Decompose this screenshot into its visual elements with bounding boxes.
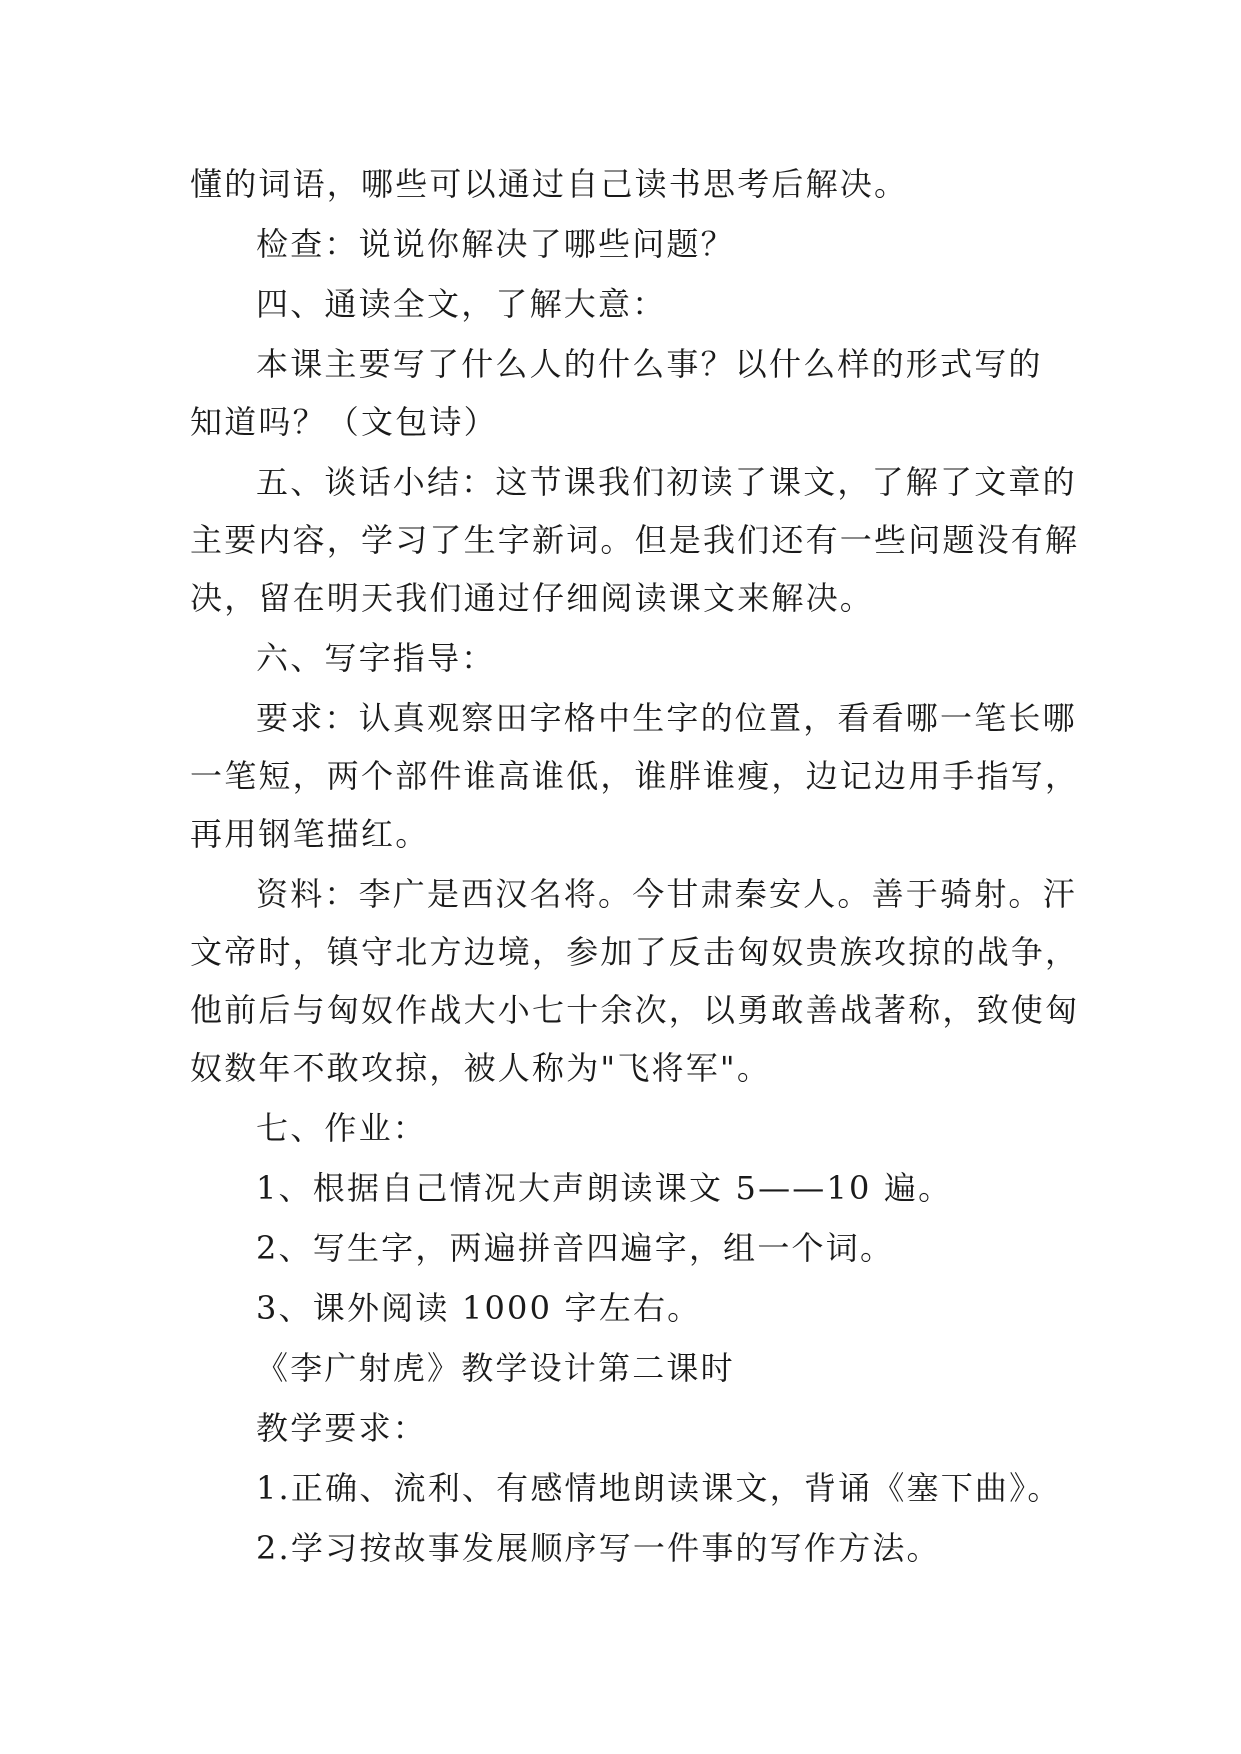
section-heading: 六、写字指导： xyxy=(256,639,496,677)
text-line: 主要内容，学习了生字新词。但是我们还有一些问题没有解 xyxy=(190,521,1080,559)
list-item: 3、课外阅读 1000 字左右。 xyxy=(256,1289,702,1327)
text-line: 资料：李广是西汉名将。今甘肃秦安人。善于骑射。汗 xyxy=(256,875,1077,913)
text-line: 文帝时，镇守北方边境，参加了反击匈奴贵族攻掠的战争， xyxy=(190,933,1080,971)
list-item: 1、根据自己情况大声朗读课文 5——10 遍。 xyxy=(256,1169,953,1207)
text-line: 知道吗？（文包诗） xyxy=(190,403,498,441)
text-line: 本课主要写了什么人的什么事？以什么样的形式写的 xyxy=(256,345,1043,383)
text-line: 再用钢笔描红。 xyxy=(190,815,430,853)
text-line: 他前后与匈奴作战大小七十余次，以勇敢善战著称，致使匈 xyxy=(190,991,1080,1029)
text-line: 懂的词语，哪些可以通过自己读书思考后解决。 xyxy=(190,165,909,203)
section-heading: 四、通读全文，了解大意： xyxy=(256,285,667,323)
lesson-title: 《李广射虎》教学设计第二课时 xyxy=(256,1349,735,1387)
list-item: 1.正确、流利、有感情地朗读课文，背诵《塞下曲》。 xyxy=(256,1469,1062,1507)
section-heading: 五、谈话小结：这节课我们初读了课文，了解了文章的 xyxy=(256,463,1077,501)
text-line: 决，留在明天我们通过仔细阅读课文来解决。 xyxy=(190,579,875,617)
text-line: 奴数年不敢攻掠，被人称为"飞将军"。 xyxy=(190,1049,772,1087)
text-line: 一笔短，两个部件谁高谁低，谁胖谁瘦，边记边用手指写， xyxy=(190,757,1080,795)
text-line: 检查：说说你解决了哪些问题？ xyxy=(256,225,735,263)
section-heading: 七、作业： xyxy=(256,1109,428,1147)
list-item: 2.学习按故事发展顺序写一件事的写作方法。 xyxy=(256,1529,941,1567)
section-heading: 教学要求： xyxy=(256,1409,428,1447)
list-item: 2、写生字，两遍拼音四遍字，组一个词。 xyxy=(256,1229,895,1267)
text-line: 要求：认真观察田字格中生字的位置，看看哪一笔长哪 xyxy=(256,699,1077,737)
